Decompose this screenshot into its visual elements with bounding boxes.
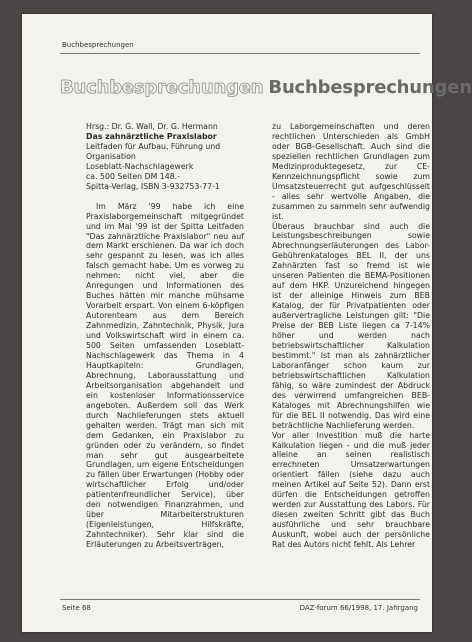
section-title-outline: Buchbesprechungen [60,77,264,98]
page-number: Seite 68 [62,604,91,612]
book-subtitle-line-1: Leitfaden für Aufbau, Führung und [86,141,221,151]
book-title: Das zahnärztliche Praxislabor [86,131,217,141]
book-editors: Hrsg.: Dr. G. Wall, Dr. G. Hermann [86,122,218,131]
review-paragraph-3: Überaus brauchbar sind auch die Leistungsbeschreibungen sowie Abrechnungserläuterungen des Labor-Gebührenkataloges BEL II, der uns Zahnärzten fast so fremd ist wie unseren Patienten die BEMA-Positionen auf dem HKP. Unzureichend hingegen ist der alleinige Hinweis zum BEB Katalog, der für Privatpatienten oder außervertragliche Leistungen gilt: "Die Preise der BEB Liste liegen ca 7-14% höher und werden nach betriebswirtschaftlicher Kalkulation bestimmt." Ist man als zahnärztlicher Laboranfänger schon kaum zur betriebswirtschaftlichen Kalkulation fähig, so wäre zumindest der Abdruck des verwirrend umfangreichen BEB-Kataloges mit Abrechnungshilfen wie für die BEL II notwendig. Das wird eine beträchtliche Nachlieferung werden. [272,221,430,430]
book-citation [86,122,244,192]
review-paragraph-2: zu Laborgemeinschaften und deren rechtlichen Unterschieden als GmbH oder BGB-Gesellschaft. Auch sind die speziellen rechtlichen Grundlagen zum Medizinproduktegesetz, zur CE-Kennzeichnungspflicht sowie zum Umsatzsteuerrecht gut aufgeschlüsselt - alles sehr wertvolle Angaben, die zusammen zu sammeln sehr aufwendig ist. [272,122,430,221]
book-publisher-isbn: Spitta-Verlag, ISBN 3-932753-77-1 [86,181,220,191]
section-title-solid: Buchbesprechungen [268,77,472,98]
left-column [86,122,244,550]
review-paragraph-1: Im März '99 habe ich eine Praxislaborgemeinschaft mitgegründet und im Mai '99 ist der Spitta Leitfaden "Das zahnärztliche Praxislabor" neu auf dem Markt erschienen. Da war ich doch sehr gespannt zu lesen, was ich alles falsch gemacht habe. Um es vorweg zu nehmen: nicht viel, aber die Anregungen und Informationen des Buches hätten mir manche mühsame Vorarbeit erspart. Von einem 6-köpfigen Autorenteam aus dem Bereich Zahnmedizin, Zahntechnik, Physik, Jura und Volkswirtschaft wird in einem ca. 500 Seiten umfassenden Loseblatt-Nachschlagewerk das Thema in 4 Hauptkapiteln: Grundlagen, Abrechnung, Laborausstattung und Arbeitsorganisation abgehandelt und ein kostenloser Informationsservice angeboten. Außerdem soll das Werk durch Nachlieferungen stets aktuell gehalten werden. Trägt man sich mit dem Gedanken, ein Praxislabor zu gründen oder zu verändern, so findet man sehr gut ausgearbeitete Grundlagen, um eigene Entscheidungen zu fällen über Erwartungen (Hobby oder wirtschaftlicher Erfolg und/oder patientenfreundlicher Service), über den notwendigen Finanzrahmen, und über Mitarbeiterstrukturen (Eigenleistungen, Hilfskräfte, Zahntechniker). Sehr klar sind die Erläuterungen zu Arbeitsverträgen, [86,201,244,550]
section-title [60,78,472,98]
journal-issue: DAZ-forum 66/1998, 17. Jahrgang [299,604,418,612]
footer-rule [60,599,420,600]
book-subtitle-line-2: Organisation [86,151,136,161]
running-head: Buchbesprechungen [62,41,134,49]
header-rule [60,53,420,54]
book-extent-price: ca. 500 Seiten DM 148.- [86,171,180,181]
review-paragraph-4: Vor aller Investition muß die harte Kalkulation liegen - und die muß jeder alleine an seinen realistisch errechneten Umsatzerwartungen orientiert fällen (siehe dazu auch meinen Artikel auf Seite 52). Dann erst dürfen die Entscheidungen getroffen werden zur Ausstattung des Labors. Für diesen zweiten Schritt gibt das Buch ausführliche und sehr brauchbare Auskunft, wobei auch der persönliche Rat des Autors nicht fehlt. Als Lehrer [272,430,430,550]
right-column [272,122,430,550]
journal-page [22,14,472,632]
book-format: Loseblatt-Nachschlagewerk [86,161,194,171]
